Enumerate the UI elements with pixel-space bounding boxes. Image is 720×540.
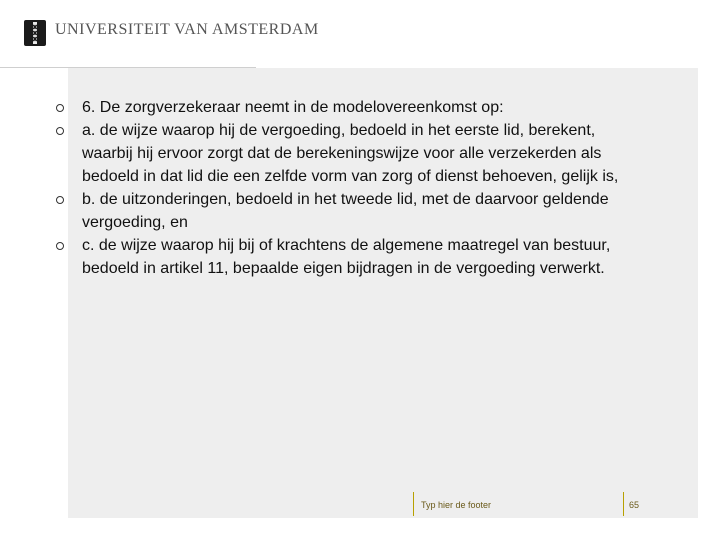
list-item <box>54 119 634 188</box>
bullet-list <box>54 96 634 280</box>
bullet-text: a. de wijze waarop hij de vergoeding, bedoeld in het eerste lid, berekent, waarbij hij ervoor zorgt dat de berekeningswijze voor alle verzekerden als bedoeld in dat lid die een zelfde vorm van zorg of dienst behoeven, gelijk is, <box>82 122 619 185</box>
page-number: 65 <box>629 500 640 510</box>
bullet-icon <box>56 127 64 135</box>
bullet-icon <box>56 242 64 250</box>
bullet-text: c. de wijze waarop hij bij of krachtens de algemene maatregel van bestuur, bedoeld in artikel 11, bepaalde eigen bijdragen in de vergoeding verwerkt. <box>82 237 611 277</box>
bullet-icon <box>56 196 64 204</box>
list-item <box>54 188 634 234</box>
university-name: UNIVERSITEIT VAN AMSTERDAM <box>55 21 319 38</box>
bullet-text: b. de uitzonderingen, bedoeld in het tweede lid, met de daarvoor geldende vergoeding, en <box>82 191 609 231</box>
list-item <box>54 96 634 119</box>
header <box>0 0 720 68</box>
bullet-text: 6. De zorgverzekeraar neemt in de modelovereenkomst op: <box>82 99 504 116</box>
shield-crosses-icon <box>24 20 46 46</box>
uva-logo <box>24 20 46 46</box>
footer-text: Typ hier de footer <box>421 500 492 510</box>
page-number-divider <box>623 492 624 516</box>
list-item <box>54 234 634 280</box>
bullet-icon <box>56 104 64 112</box>
footer-divider <box>413 492 414 516</box>
